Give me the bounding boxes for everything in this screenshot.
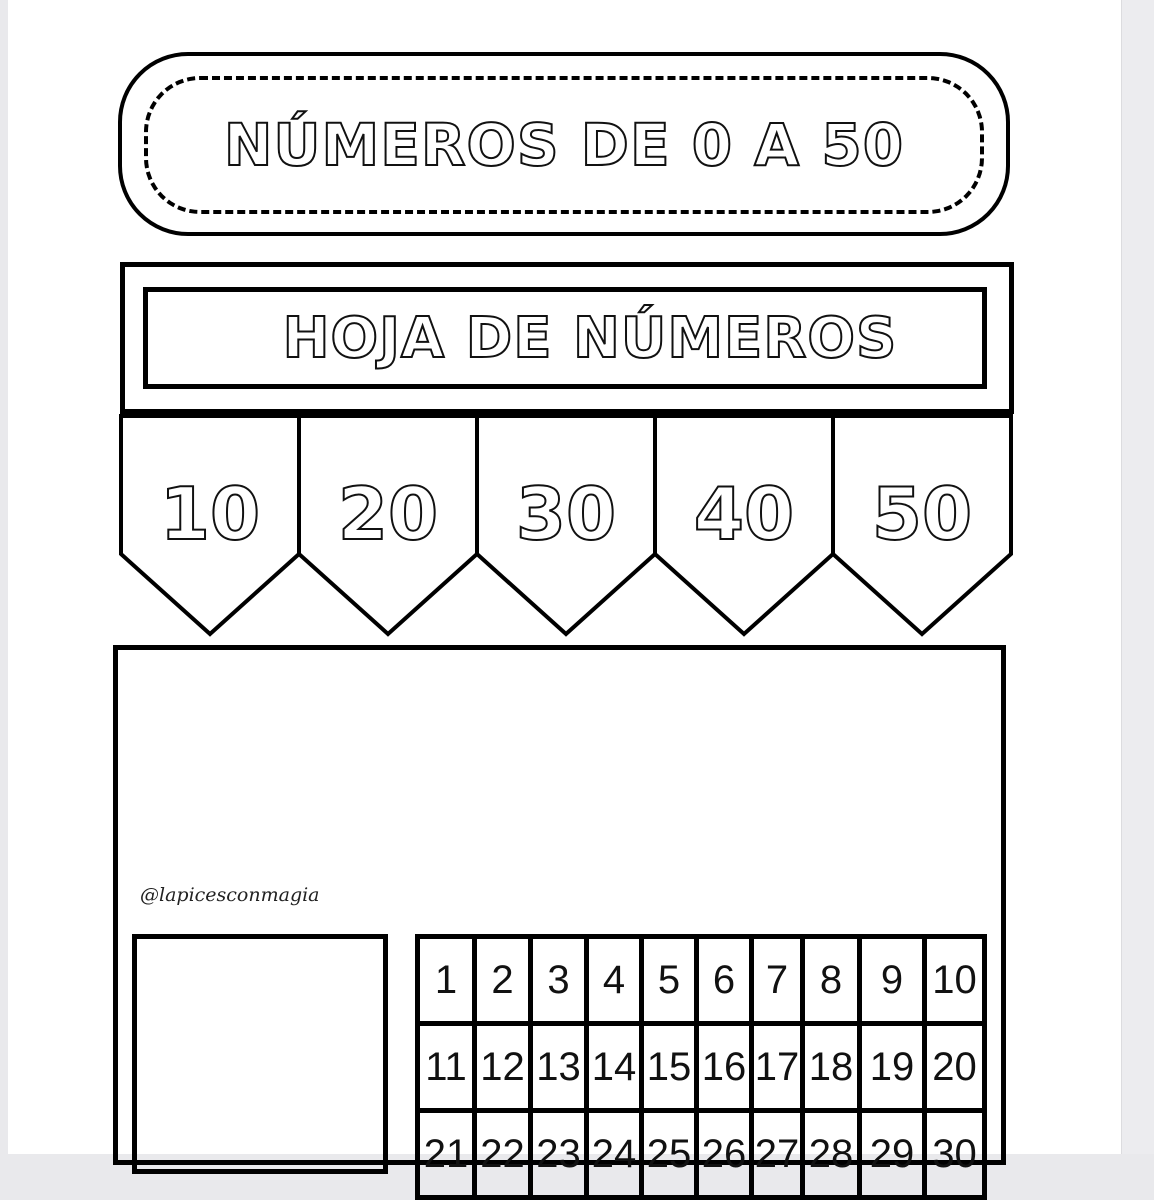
grid-cell: 14 [589,1026,644,1113]
pennant-label-40: 40 [693,472,795,556]
title-dashed-border [144,76,984,214]
pennant-label-50: 50 [871,472,973,556]
grid-cell: 27 [754,1113,805,1200]
grid-cell: 20 [927,1026,987,1113]
grid-cell: 13 [533,1026,589,1113]
grid-cell: 29 [862,1113,927,1200]
number-grid [415,934,987,1200]
grid-cell: 1 [420,939,477,1026]
author-watermark: @lapicesconmagia [140,884,320,906]
grid-cell: 5 [644,939,699,1026]
pennant-label-30: 30 [515,472,617,556]
blank-drawing-box [132,934,388,1174]
pennant-row [118,412,1018,642]
grid-cell: 26 [699,1113,754,1200]
grid-cell: 21 [420,1113,477,1200]
page-title: NÚMEROS DE 0 A 50 [223,111,905,179]
grid-cell: 22 [477,1113,533,1200]
grid-cell: 8 [805,939,862,1026]
grid-cell: 3 [533,939,589,1026]
pennant-label-20: 20 [337,472,439,556]
grid-cell: 11 [420,1026,477,1113]
subtitle-inner-frame [143,287,987,389]
grid-cell: 16 [699,1026,754,1113]
grid-cell: 28 [805,1113,862,1200]
subtitle: HOJA DE NÚMEROS [282,305,898,371]
grid-cell: 25 [644,1113,699,1200]
grid-cell: 19 [862,1026,927,1113]
grid-cell: 30 [927,1113,987,1200]
grid-cell: 17 [754,1026,805,1113]
grid-cell: 9 [862,939,927,1026]
viewer-scroll-gutter[interactable] [1121,0,1154,1154]
grid-cell: 23 [533,1113,589,1200]
grid-cell: 7 [754,939,805,1026]
pennant-label-10: 10 [159,472,261,556]
grid-cell: 15 [644,1026,699,1113]
grid-cell: 24 [589,1113,644,1200]
grid-cell: 12 [477,1026,533,1113]
grid-row [420,1026,987,1113]
title-banner [118,52,1010,236]
subtitle-frame [120,262,1014,414]
grid-cell: 2 [477,939,533,1026]
grid-cell: 6 [699,939,754,1026]
grid-cell: 18 [805,1026,862,1113]
grid-cell: 10 [927,939,987,1026]
grid-row [420,1113,987,1200]
grid-row [420,939,987,1026]
grid-cell: 4 [589,939,644,1026]
